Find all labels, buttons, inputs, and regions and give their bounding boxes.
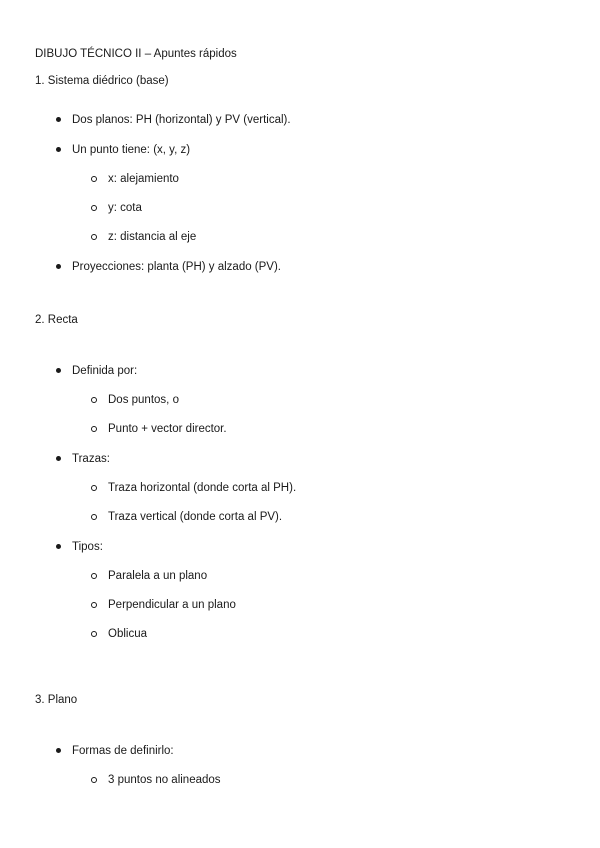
section-heading-sistema-diedrico: 1. Sistema diédrico (base) xyxy=(35,75,169,87)
hollow-bullet-icon xyxy=(91,205,97,211)
list-item: Definida por: xyxy=(72,365,138,377)
hollow-bullet-icon xyxy=(91,631,97,637)
sub-list-item: z: distancia al eje xyxy=(108,231,197,243)
hollow-bullet-icon xyxy=(91,514,97,520)
hollow-bullet-icon xyxy=(91,397,97,403)
bullet-icon xyxy=(56,117,61,122)
bullet-icon xyxy=(56,147,61,152)
bullet-icon xyxy=(56,456,61,461)
sub-list-item: 3 puntos no alineados xyxy=(108,774,221,786)
list-item: Proyecciones: planta (PH) y alzado (PV). xyxy=(72,261,282,273)
sub-list-item: y: cota xyxy=(108,202,142,214)
sub-list-item: Punto + vector director. xyxy=(108,423,227,435)
sub-list-item: Dos puntos, o xyxy=(108,394,179,406)
hollow-bullet-icon xyxy=(91,234,97,240)
list-item: Formas de definirlo: xyxy=(72,745,174,757)
hollow-bullet-icon xyxy=(91,602,97,608)
hollow-bullet-icon xyxy=(91,777,97,783)
section-heading-recta: 2. Recta xyxy=(35,314,78,326)
bullet-icon xyxy=(56,544,61,549)
bullet-icon xyxy=(56,264,61,269)
document-title: DIBUJO TÉCNICO II – Apuntes rápidos xyxy=(35,48,237,60)
list-item: Dos planos: PH (horizontal) y PV (vertical). xyxy=(72,114,291,126)
sub-list-item: Traza vertical (donde corta al PV). xyxy=(108,511,283,523)
hollow-bullet-icon xyxy=(91,573,97,579)
list-item: Tipos: xyxy=(72,541,103,553)
sub-list-item: Perpendicular a un plano xyxy=(108,599,236,611)
section-heading-plano: 3. Plano xyxy=(35,694,78,706)
hollow-bullet-icon xyxy=(91,176,97,182)
list-item: Un punto tiene: (x, y, z) xyxy=(72,144,191,156)
sub-list-item: Traza horizontal (donde corta al PH). xyxy=(108,482,297,494)
hollow-bullet-icon xyxy=(91,426,97,432)
bullet-icon xyxy=(56,748,61,753)
bullet-icon xyxy=(56,368,61,373)
sub-list-item: x: alejamiento xyxy=(108,173,179,185)
list-item: Trazas: xyxy=(72,453,110,465)
sub-list-item: Oblicua xyxy=(108,628,147,640)
sub-list-item: Paralela a un plano xyxy=(108,570,208,582)
hollow-bullet-icon xyxy=(91,485,97,491)
